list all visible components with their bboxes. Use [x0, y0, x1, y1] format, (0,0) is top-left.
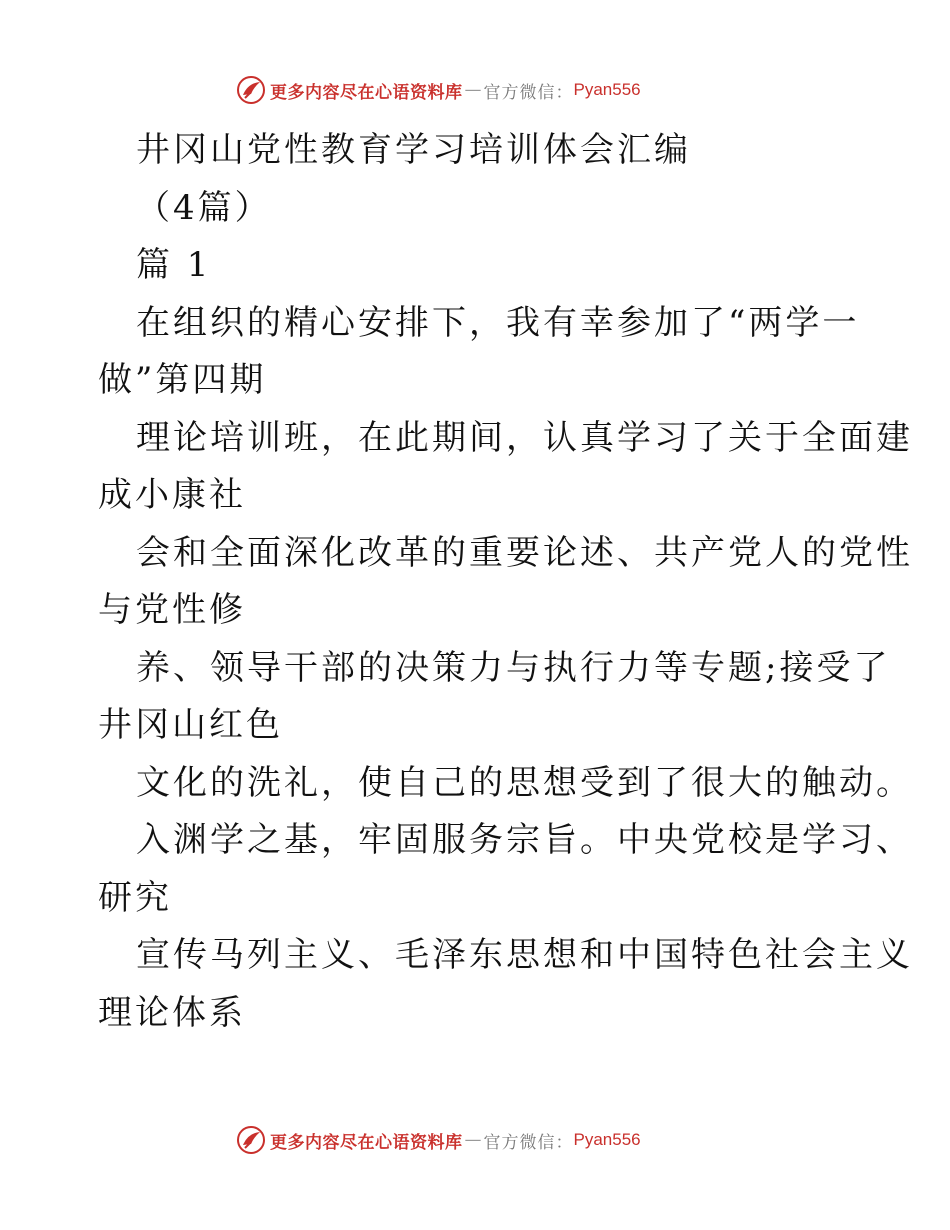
paragraph-line: 在组织的精心安排下，我有幸参加了“两学一 [136, 302, 860, 343]
banner-site-name: 更多内容尽在心语资料库 [270, 1132, 463, 1153]
dove-pen-logo-icon [236, 1125, 266, 1155]
paragraph-line: 与党性修 [98, 590, 246, 630]
banner-dash: — [464, 80, 482, 100]
paragraph-line: 养、领导干部的决策力与执行力等专题;接受了 [136, 647, 891, 688]
paragraph-line: 宣传马列主义、毛泽东思想和中国特色社会主义 [136, 935, 913, 975]
paragraph-line: 理论培训班，在此期间，认真学习了关于全面建 [136, 417, 913, 458]
header-banner [236, 74, 641, 106]
paragraph-line: 井冈山红色 [98, 705, 283, 745]
banner-wechat-label: 官方微信： [483, 82, 574, 103]
banner-wechat-id: Pyan556 [573, 80, 641, 99]
banner-site-name: 更多内容尽在心语资料库 [270, 82, 463, 103]
document-body [98, 122, 913, 1042]
banner-dash: — [464, 1130, 482, 1150]
paragraph-line: 研究 [98, 877, 172, 918]
paragraph-line: 入渊学之基，牢固服务宗旨。中央党校是学习、 [136, 820, 913, 860]
doc-title: 井冈山党性教育学习培训体会汇编 [136, 130, 691, 170]
banner-wechat-id: Pyan556 [573, 1130, 641, 1149]
paragraph-line: 做”第四期 [98, 360, 267, 400]
footer-banner [236, 1124, 641, 1156]
paragraph-line: 文化的洗礼，使自己的思想受到了很大的触动。 [136, 762, 913, 803]
paragraph-line: 理论体系 [98, 992, 246, 1033]
section-heading: 篇 1 [136, 245, 212, 285]
banner-wechat-label: 官方微信： [483, 1132, 574, 1153]
dove-pen-logo-icon [236, 75, 266, 105]
doc-subtitle: （4篇） [136, 187, 272, 228]
paragraph-line: 成小康社 [98, 475, 246, 515]
paragraph-line: 会和全面深化改革的重要论述、共产党人的党性 [136, 532, 913, 573]
